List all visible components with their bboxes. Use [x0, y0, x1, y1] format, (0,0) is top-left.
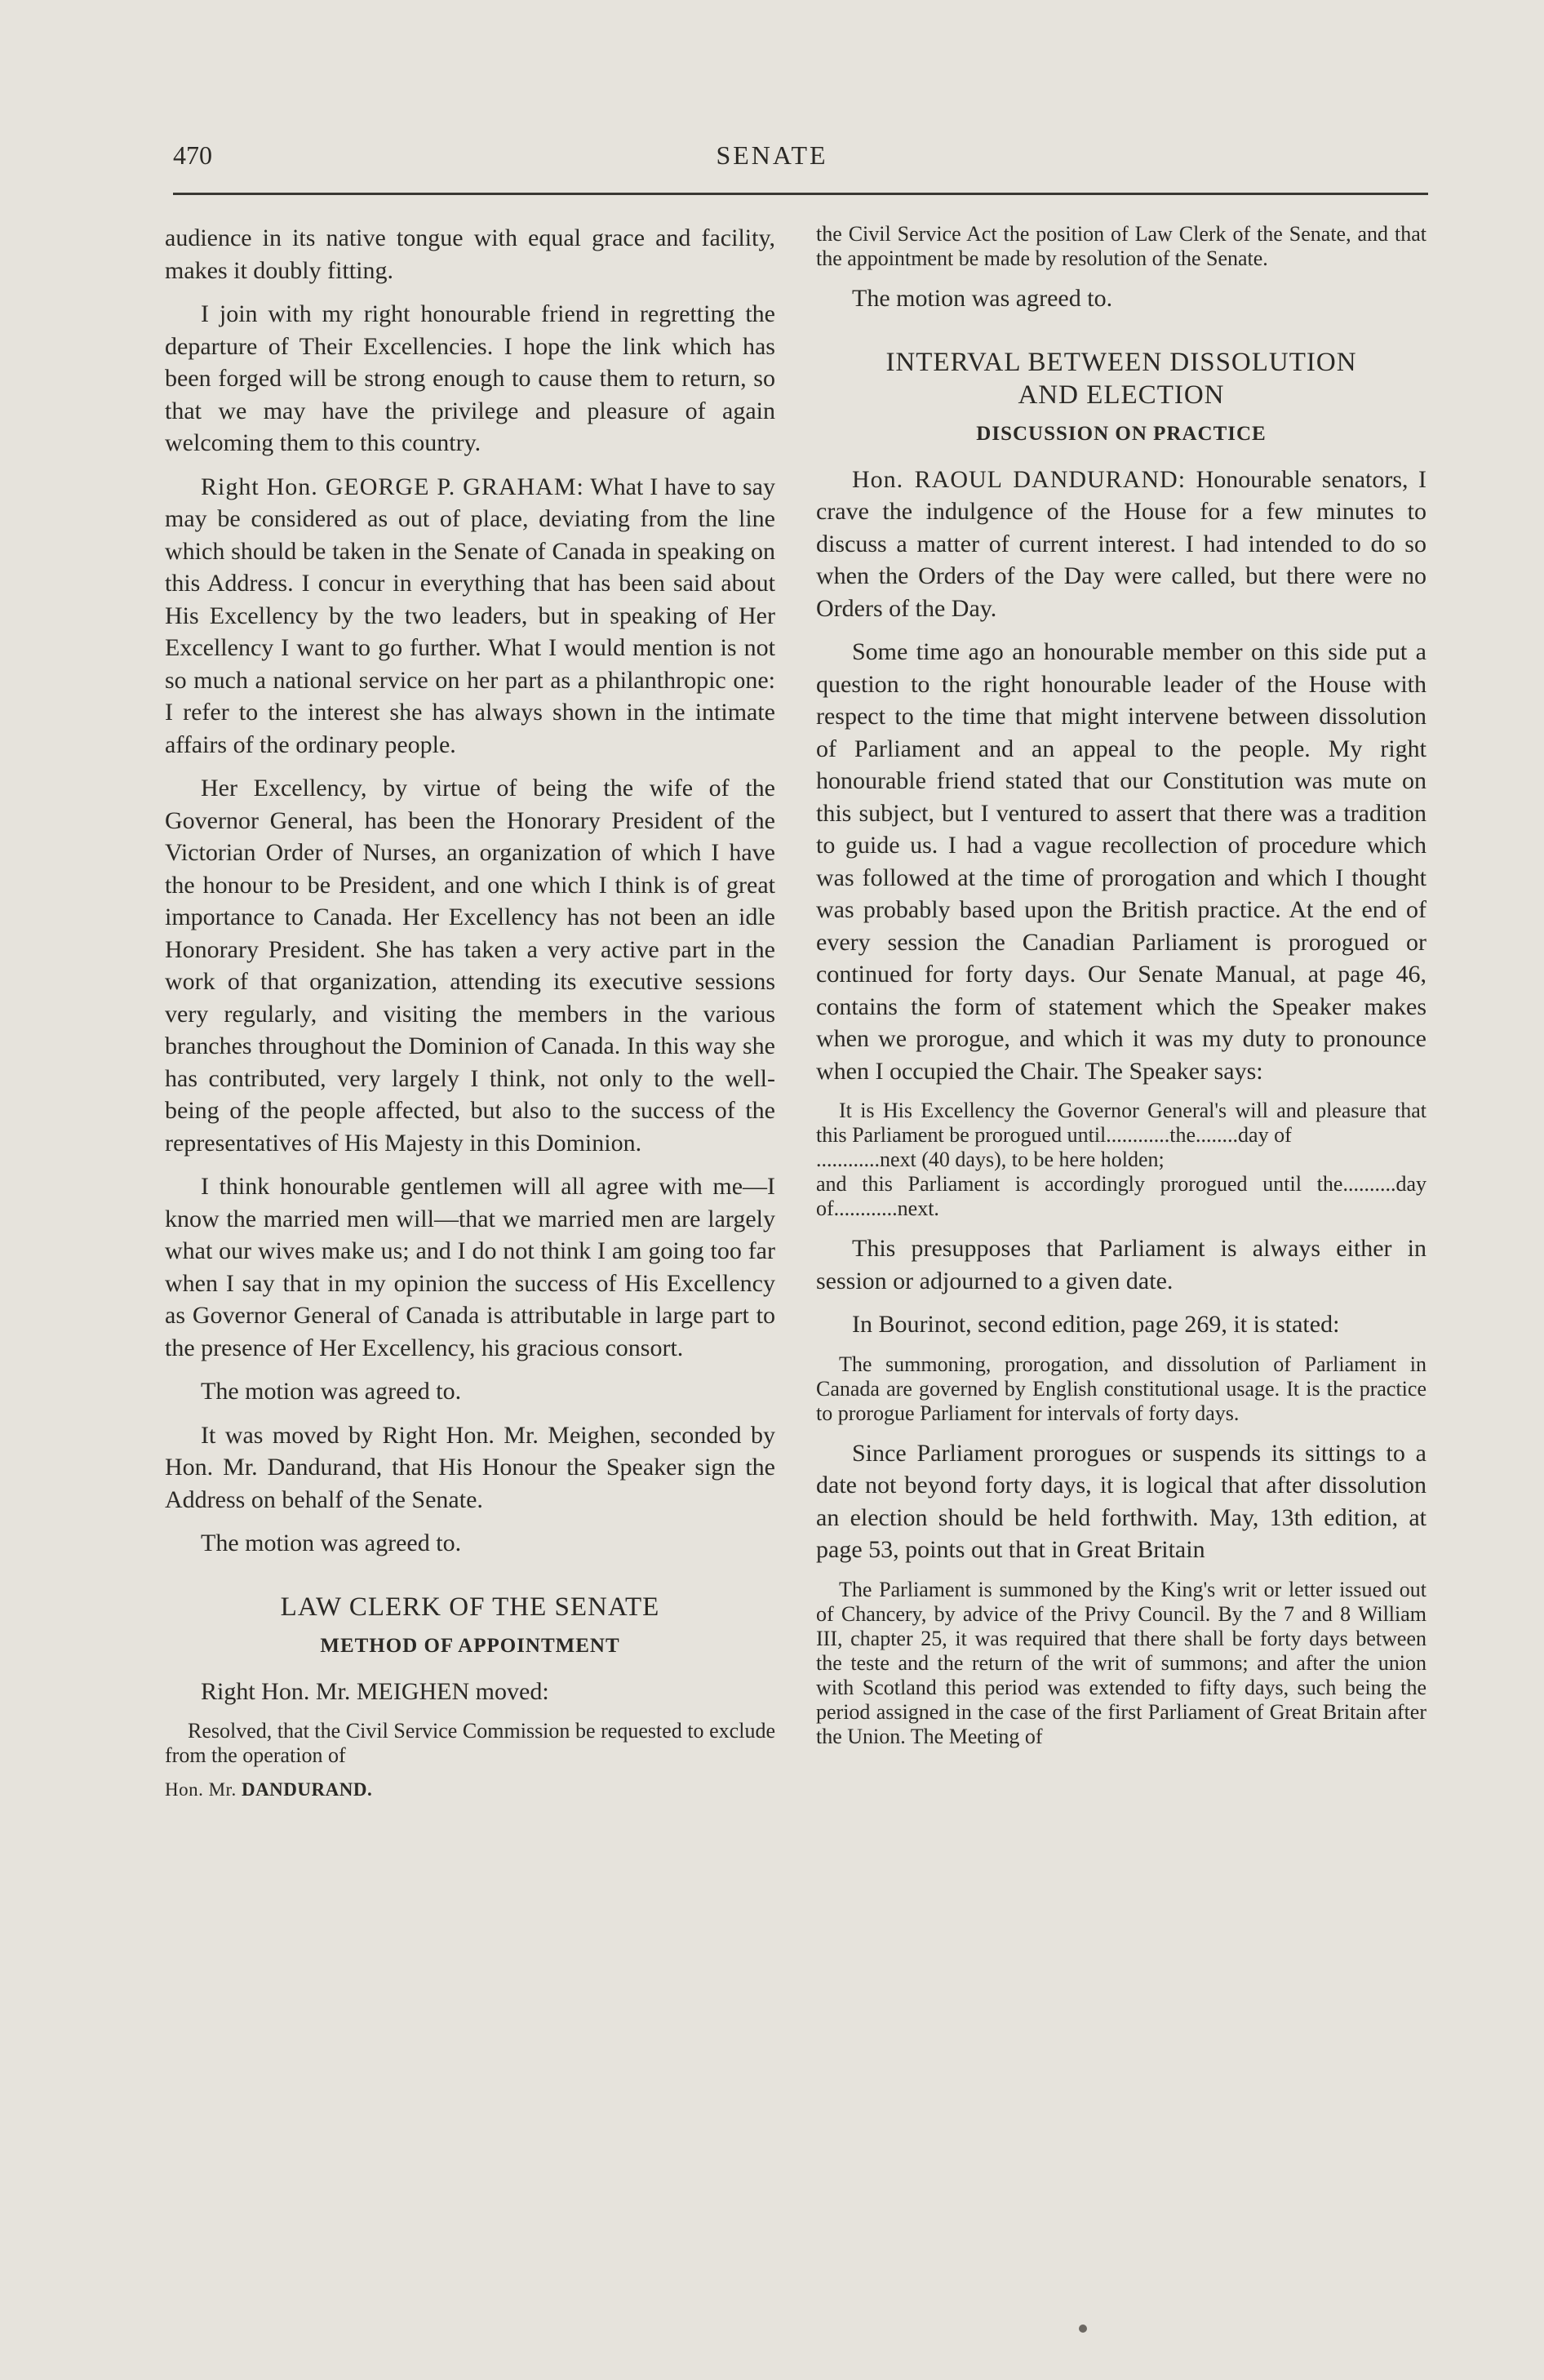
heading-line: INTERVAL BETWEEN DISSOLUTION: [885, 347, 1357, 377]
ink-spot: [1079, 2324, 1087, 2333]
speaker-name: Hon. RAOUL DANDURAND:: [852, 465, 1187, 493]
running-header-title: SENATE: [716, 140, 828, 170]
paragraph: [816, 464, 1426, 625]
header-rule: [173, 193, 1428, 195]
right-column: [816, 222, 1426, 1761]
paragraph: Since Parliament prorogues or suspends its sittings to a date not beyond forty days, it is logical that after dissolution an election should be held forthwith. May, 13th edition, at page 53, points out that in Great Britain: [816, 1439, 1426, 1563]
section-subheading: DISCUSSION ON PRACTICE: [976, 422, 1267, 445]
paragraph: I think honourable gentlemen will all agree with me—I know the married men will—that we married men are largely what our wives make us; and I do not think I am going too far when I say that in my opinion the success of His Excellency as Governor General of Canada is attributable in large part to the presence of Her Excellency, his gracious consort.: [165, 1173, 775, 1361]
section-heading: LAW CLERK OF THE SENATE: [280, 1592, 660, 1622]
paragraph: [165, 471, 775, 762]
speaker-name: Right Hon. GEORGE P. GRAHAM:: [201, 473, 584, 500]
page-footer: [165, 1779, 775, 1801]
block-quote: The Parliament is summoned by the King's writ or letter issued out of Chancery, by advice of the Privy Council. By the 7 and 8 William III, chapter 25, it was required that there shall be forty days between the teste and the return of the writ of summons; and after the union with Scotland this period was extended to fifty days, such being the period assigned in the case of the first Parliament of Great Britain after the Union. The Meeting of: [816, 1577, 1426, 1748]
paragraph: The motion was agreed to.: [852, 285, 1113, 312]
paragraph: Some time ago an honourable member on this side put a question to the right honourable leader of the House with respect to the time that might intervene between dissolution of Parliament and an appeal to the people. My right honourable friend stated that our Constitution was mute on this subject, but I ventured to assert that there was a tradition to guide us. I had a vague recollection of procedure which was followed at the time of prorogation and which I thought was probably based upon the British practice. At the end of every session the Canadian Parliament is prorogued or continued for forty days. Our Senate Manual, at page 46, contains the form of statement which the Speaker makes when we prorogue, and which it was my duty to pronounce when I occupied the Chair. The Speaker says:: [816, 638, 1426, 1085]
paragraph: Her Excellency, by virtue of being the wife of the Governor General, has been the Honorary President of the Victorian Order of Nurses, an organization of which I have the honour to be President, and one which I think is of great importance to Canada. Her Excellency has not been an idle Honorary President. She has taken a very active part in the work of that organization, attending its executive sessions very regularly, and visiting the members in the various branches throughout the Dominion of Canada. In this way she has contributed, very largely I think, not only to the well-being of the people affected, but also to the success of the representatives of His Majesty in this Dominion.: [165, 775, 775, 1157]
paragraph: audience in its native tongue with equal grace and facility, makes it doubly fitting.: [165, 224, 775, 284]
section-heading: [816, 346, 1426, 411]
resolution-text-continued: the Civil Service Act the position of Law Clerk of the Senate, and that the appointment be made by resolution of the Senate.: [816, 222, 1426, 270]
paragraph: The motion was agreed to.: [201, 1378, 462, 1405]
block-quote: [816, 1099, 1426, 1221]
speech-text: What I have to say may be considered as out of place, deviating from the line which should be taken in the Senate of Canada in speaking on this Address. I concur in everything that has been said about His Excellency by the two leaders, but in speaking of Her Excellency I want to go further. What I would mention is not so much a national service on her part as a philanthropic one: I refer to the interest she has always shown in the intimate affairs of the ordinary people.: [165, 473, 775, 758]
paragraph: This presupposes that Parliament is always either in session or adjourned to a given date.: [816, 1235, 1426, 1294]
page-number: 470: [173, 140, 212, 170]
paragraph: I join with my right honourable friend in regretting the departure of Their Excellencies. I hope the link which has been forged will be strong enough to cause them to return, so that we may have the privilege and pleasure of again welcoming them to this country.: [165, 300, 775, 456]
paragraph: It was moved by Right Hon. Mr. Meighen, seconded by Hon. Mr. Dandurand, that His Honour the Speaker sign the Address on behalf of the Senate.: [165, 1421, 775, 1513]
section-subheading: METHOD OF APPOINTMENT: [320, 1634, 620, 1657]
paragraph: In Bourinot, second edition, page 269, it is stated:: [852, 1311, 1340, 1338]
resolution-text: Resolved, that the Civil Service Commission be requested to exclude from the operation of: [165, 1719, 775, 1767]
block-quote: The summoning, prorogation, and dissolution of Parliament in Canada are governed by English constitutional usage. It is the practice to prorogue Parliament for intervals of forty days.: [816, 1352, 1426, 1425]
heading-line: AND ELECTION: [1018, 380, 1225, 410]
footer-name: DANDURAND.: [241, 1779, 373, 1800]
quote-line: It is His Excellency the Governor General's will and pleasure that this Parliament be prorogued until............the........day of: [816, 1099, 1426, 1147]
quote-line: ............next (40 days), to be here holden;: [816, 1148, 1165, 1171]
left-column: [165, 222, 775, 1801]
paragraph: The motion was agreed to.: [201, 1530, 462, 1556]
footer-prefix: Hon. Mr.: [165, 1779, 237, 1800]
quote-line: and this Parliament is accordingly prorogued until the..........day of............next.: [816, 1172, 1426, 1220]
speech-text: Honourable senators, I crave the indulgence of the House for a few minutes to discuss a matter of current interest. I had intended to do so when the Orders of the Day were called, but there were no Orders of the Day.: [816, 465, 1427, 622]
paragraph: Right Hon. Mr. MEIGHEN moved:: [201, 1677, 549, 1705]
